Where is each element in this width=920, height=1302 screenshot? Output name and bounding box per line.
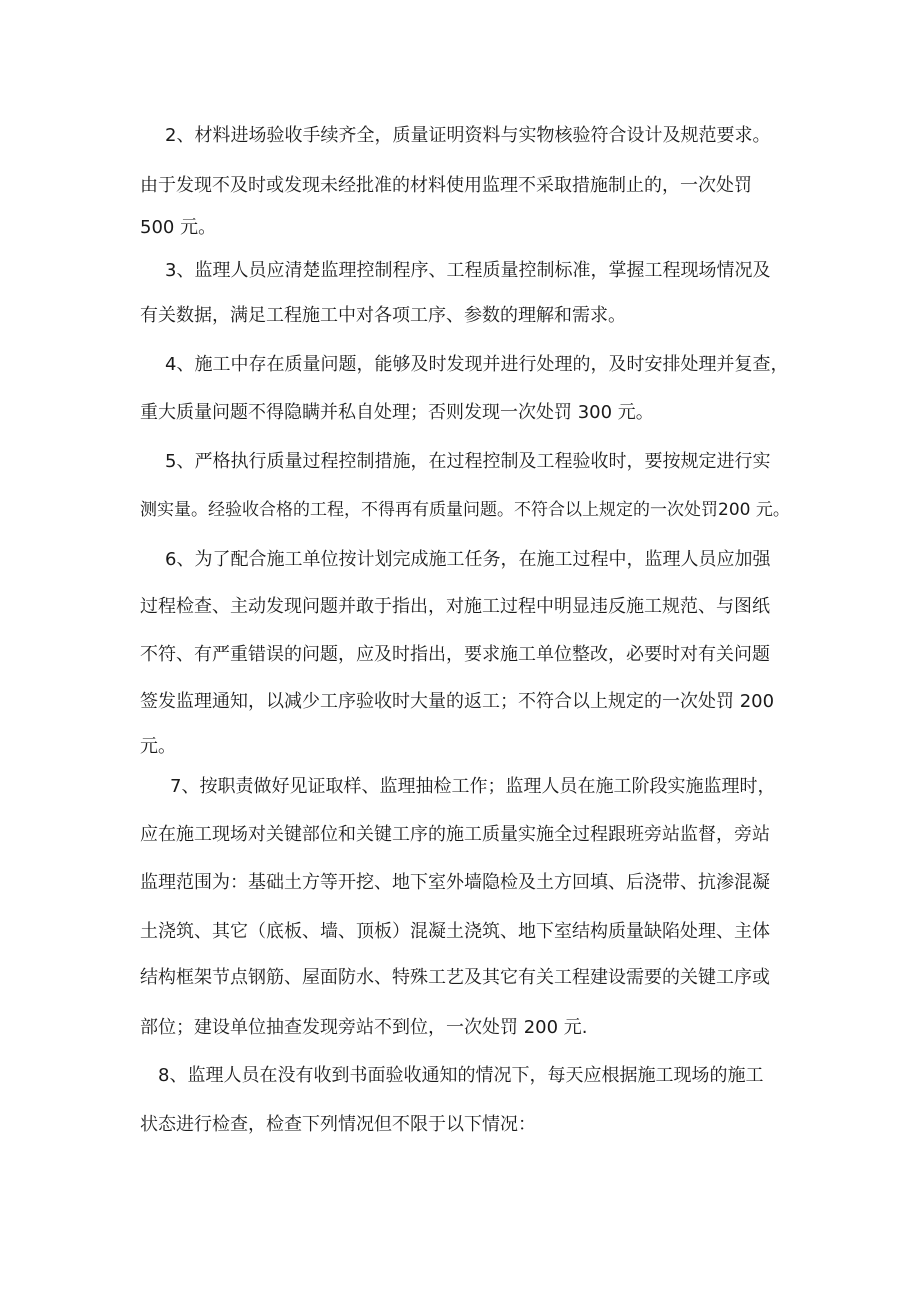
text-line: 8、监理人员在没有收到书面验收通知的情况下，每天应根据施工现场的施工 xyxy=(158,1065,764,1086)
text-line: 2、材料进场验收手续齐全，质量证明资料与实物核验符合设计及规范要求。 xyxy=(165,125,771,146)
text-line: 6、为了配合施工单位按计划完成施工任务，在施工过程中，监理人员应加强 xyxy=(165,549,771,570)
text-line: 元。 xyxy=(140,736,176,757)
text-line: 不符、有严重错误的问题，应及时指出，要求施工单位整改，必要时对有关问题 xyxy=(140,644,770,665)
text-line: 4、施工中存在质量问题，能够及时发现并进行处理的，及时安排处理并复查， xyxy=(165,354,789,375)
text-line: 7、按职责做好见证取样、监理抽检工作；监理人员在施工阶段实施监理时， xyxy=(170,776,776,797)
text-line: 土浇筑、其它（底板、墙、顶板）混凝土浇筑、地下室结构质量缺陷处理、主体 xyxy=(140,921,770,942)
text-line: 签发监理通知，以减少工序验收时大量的返工；不符合以上规定的一次处罚 200 xyxy=(140,691,775,712)
text-line: 过程检查、主动发现问题并敢于指出，对施工过程中明显违反施工规范、与图纸 xyxy=(140,596,770,617)
text-line: 由于发现不及时或发现未经批准的材料使用监理不采取措施制止的，一次处罚 xyxy=(140,175,752,196)
text-line: 状态进行检查，检查下列情况但不限于以下情况： xyxy=(140,1114,536,1135)
text-line: 3、监理人员应清楚监理控制程序、工程质量控制标准，掌握工程现场情况及 xyxy=(165,260,771,281)
text-line: 重大质量问题不得隐瞒并私自处理；否则发现一次处罚 300 元。 xyxy=(140,402,654,423)
text-line: 5、严格执行质量过程控制措施，在过程控制及工程验收时，要按规定进行实 xyxy=(165,451,771,472)
text-line: 应在施工现场对关键部位和关键工序的施工质量实施全过程跟班旁站监督，旁站 xyxy=(140,824,770,845)
text-line: 部位；建设单位抽查发现旁站不到位，一次处罚 200 元. xyxy=(140,1017,588,1038)
text-line: 有关数据，满足工程施工中对各项工序、参数的理解和需求。 xyxy=(140,305,626,326)
text-line: 监理范围为：基础土方等开挖、地下室外墙隐检及土方回填、后浇带、抗渗混凝 xyxy=(140,872,770,893)
text-line: 结构框架节点钢筋、屋面防水、特殊工艺及其它有关工程建设需要的关键工序或 xyxy=(140,967,770,988)
text-line: 测实量。经验收合格的工程，不得再有质量问题。不符合以上规定的一次处罚200 元。 xyxy=(140,500,790,520)
text-line: 500 元。 xyxy=(140,217,217,238)
